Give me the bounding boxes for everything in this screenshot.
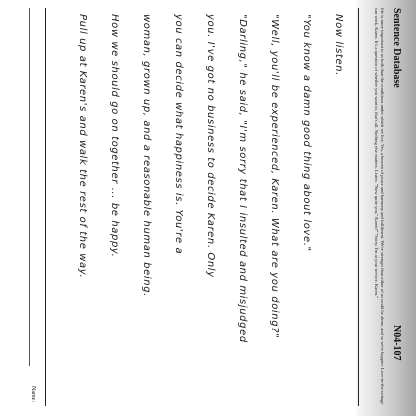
handwriting-line: "Darling," he said, "I'm sorry that I insulted and misjudged bbox=[237, 14, 248, 343]
printed-text: life is more important to us both than the conditions under which we live. Yes, a heaven of peace and harmony and fulfilment. We're stronger than either of us could be alone, and so we're happier. Love-in-the-cottage can work, Karen. It's a question of whether you want to, that's all. Nothing else matters. Listen. "Now quite you," Karen?" "Sorry. I'm at your service, Karen." bbox=[374, 8, 385, 405]
name-label: Name: bbox=[30, 386, 36, 402]
form-id: N04-107 bbox=[391, 325, 402, 361]
name-field bbox=[20, 8, 40, 406]
handwriting-line: How we should go on together ... be happy. bbox=[109, 14, 120, 258]
database-title: Sentence Database bbox=[391, 8, 402, 88]
bottom-rule bbox=[45, 8, 46, 406]
handwriting-line: you. I've got no business to decide Karen. Only bbox=[205, 14, 216, 278]
name-underline bbox=[29, 8, 30, 366]
scan-shadow bbox=[356, 0, 416, 416]
handwriting-line: you can decide what happiness is. You're a bbox=[173, 14, 184, 255]
handwriting-line: Pull up at Karen's and walk the rest of the way. bbox=[77, 14, 88, 279]
handwriting-line: woman, grown up, and a reasonable human being. bbox=[141, 14, 152, 297]
handwriting-line: "You know a damn good thing about love." bbox=[301, 14, 312, 252]
top-rule bbox=[358, 8, 359, 406]
handwriting-line: "Well, you'll be experienced, Karen. What are you doing?" bbox=[269, 14, 280, 339]
handwriting-line: Now listen. bbox=[333, 14, 344, 76]
